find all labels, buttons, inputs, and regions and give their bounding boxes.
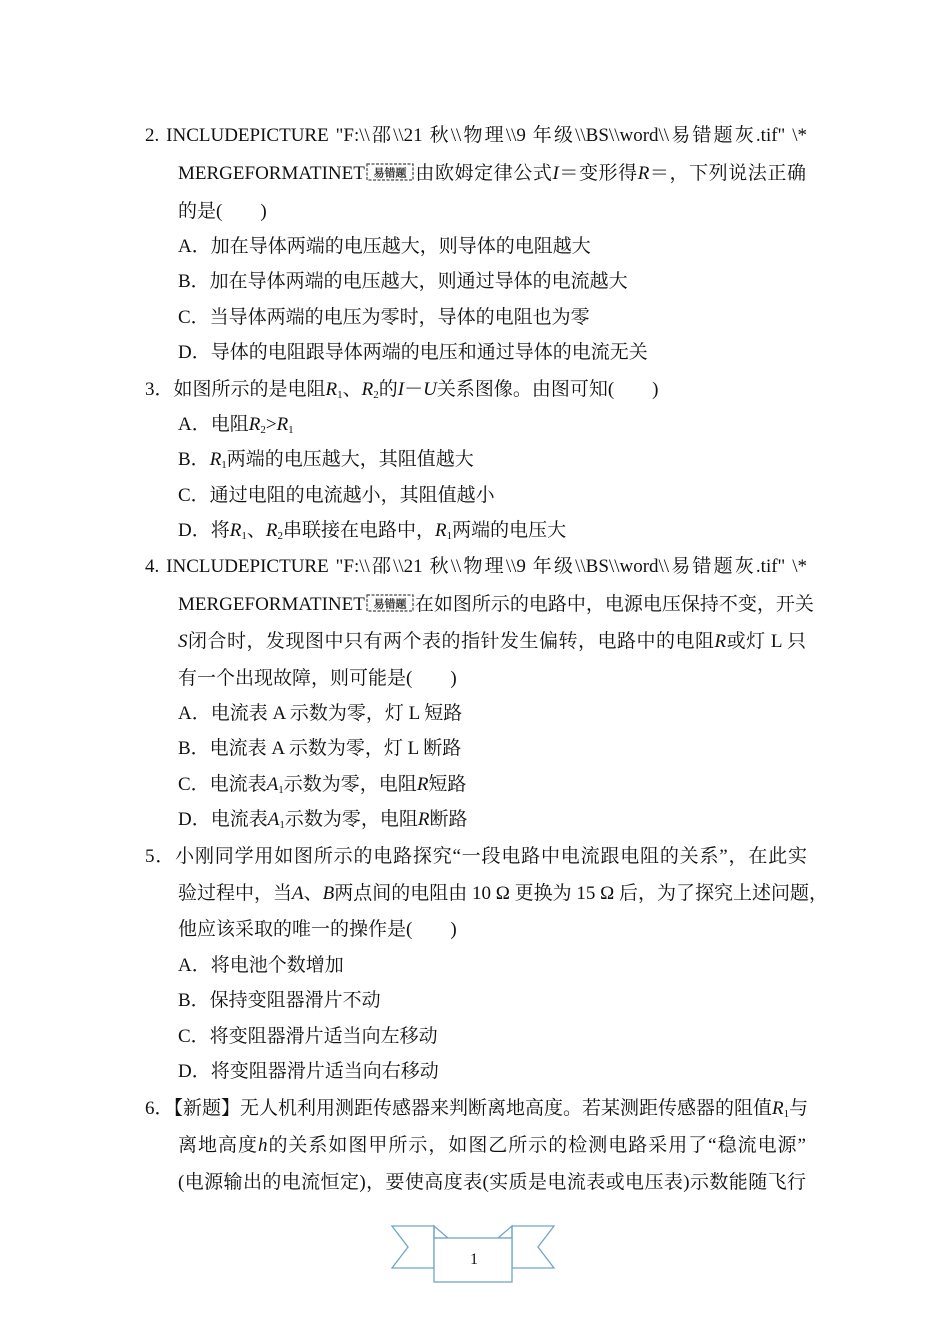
q2-option-b: B．加在导体两端的电压越大，则通过导体的电流越大 [178,271,628,292]
q2-line-3: 的是( ) [178,201,267,222]
q3-option-a: A．电阻$R_2>R_1$ [178,414,294,436]
q6-line-1: 6．【新题】无人机利用测距传感器来判断离地高度。若某测距传感器的阻值$R_1$与 [145,1098,809,1120]
q5-line-2: 验过程中，当A、B两点间的电阻由 10 Ω 更换为 15 Ω 后，为了探究上述问题， [178,883,828,904]
q4-option-c: C．电流表$A_1$示数为零，电阻R短路 [178,774,467,796]
q2-option-d: D．导体的电阻跟导体两端的电压和通过导体的电流无关 [178,342,648,363]
q5-option-b: B．保持变阻器滑片不动 [178,990,381,1011]
q4-line-3: S闭合时，发现图中只有两个表的指针发生偏转，电路中的电阻R或灯 L 只 [178,631,806,652]
q4-option-b: B．电流表 A 示数为零，灯 L 断路 [178,738,462,759]
q5-option-a: A．将电池个数增加 [178,955,344,976]
page-number: 1 [470,1251,478,1268]
svg-text:易错题: 易错题 [373,597,407,611]
q3-stem: 3．如图所示的是电阻$R_1$、$R_2$的I－U关系图像。由图可知( ) [145,379,659,401]
q6-line-3: (电源输出的电流恒定)，要使高度表(实质是电流表或电压表)示数能随飞行 [178,1172,806,1193]
q4-line-4: 有一个出现故障，则可能是( ) [178,668,457,689]
q5-option-c: C．将变阻器滑片适当向左移动 [178,1026,438,1047]
q4-option-a: A．电流表 A 示数为零，灯 L 短路 [178,703,463,724]
q4-option-d: D．电流表$A_1$示数为零，电阻R断路 [178,809,468,831]
q6-line-2: 离地高度h的关系如图甲所示，如图乙所示的检测电路采用了“稳流电源” [178,1135,806,1156]
mistake-badge-icon [366,594,414,612]
q4-line-2: MERGEFORMATINET 易错题 在如图所示的电路中，电源电压保持不变，开关 [178,594,814,615]
q5-option-d: D．将变阻器滑片适当向右移动 [178,1061,439,1082]
q5-line-1: 5．小刚同学用如图所示的电路探究“一段电路中电流跟电阻的关系”，在此实 [145,846,807,867]
q2-option-a: A．加在导体两端的电压越大，则导体的电阻越大 [178,236,591,257]
q3-option-b: B．$R_1$两端的电压越大，其阻值越大 [178,449,474,471]
q2-line-1: 2. INCLUDEPICTURE "F:\\邵\\21 秋\\物理\\9 年级\\BS\\word\\易错题灰.tif" \* [145,125,807,146]
q2-line-2: MERGEFORMATINET 易错题 由欧姆定律公式I＝变形得R＝，下列说法正确 [178,163,806,184]
mistake-badge-icon [366,163,414,181]
svg-text:易错题: 易错题 [373,166,407,180]
q5-line-3: 他应该采取的唯一的操作是( ) [178,919,457,940]
q3-option-d: D．将$R_1$、$R_2$串联接在电路中，$R_1$两端的电压大 [178,520,567,542]
q4-line-1: 4. INCLUDEPICTURE "F:\\邵\\21 秋\\物理\\9 年级\\BS\\word\\易错题灰.tif" \* [145,556,807,577]
q2-option-c: C．当导体两端的电压为零时，导体的电阻也为零 [178,307,590,328]
q3-option-c: C．通过电阻的电流越小，其阻值越小 [178,485,495,506]
